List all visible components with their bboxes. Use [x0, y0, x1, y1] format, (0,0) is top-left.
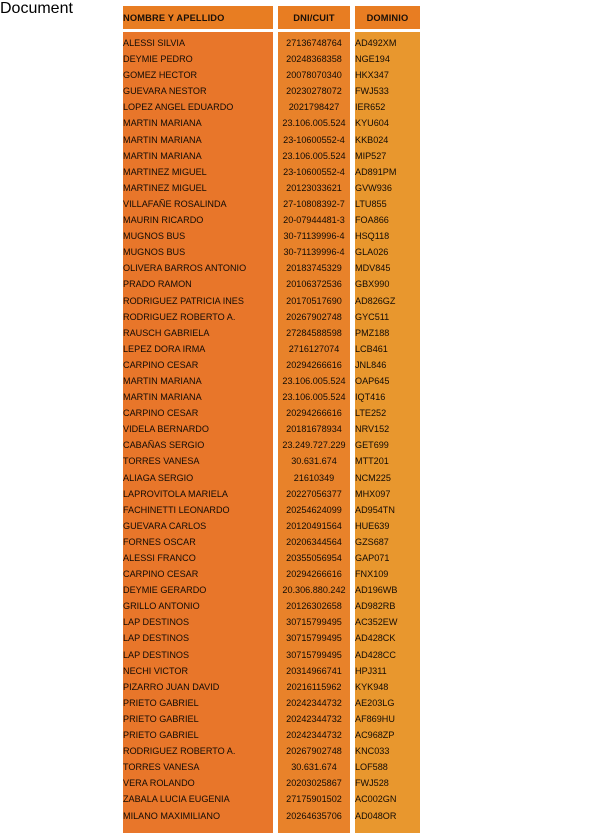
- cell-dni: 20216115962: [278, 679, 350, 695]
- cell-dni: 30715799495: [278, 614, 350, 630]
- cell-dni: 20294266616: [278, 357, 350, 373]
- cell-dominio: IER652: [355, 99, 420, 115]
- cell-nombre: RODRIGUEZ PATRICIA INES: [123, 293, 273, 309]
- table-row[interactable]: [123, 51, 420, 67]
- cell-dominio: MDV845: [355, 260, 420, 276]
- table-row[interactable]: [123, 180, 420, 196]
- cell-dominio: GVW936: [355, 180, 420, 196]
- cell-dominio: PMZ188: [355, 325, 420, 341]
- cell-nombre: ALESSI FRANCO: [123, 550, 273, 566]
- cell-nombre: PRIETO GABRIEL: [123, 695, 273, 711]
- cell-nombre: GUEVARA NESTOR: [123, 83, 273, 99]
- table-row[interactable]: [123, 759, 420, 775]
- cell-dominio: AD428CK: [355, 630, 420, 646]
- cell-dni: 20078070340: [278, 67, 350, 83]
- cell-dominio: KYU604: [355, 115, 420, 131]
- cell-dni: 30-71139996-4: [278, 244, 350, 260]
- table-row[interactable]: [123, 405, 420, 421]
- cell-dni: 20203025867: [278, 775, 350, 791]
- cell-nombre: RAUSCH GABRIELA: [123, 325, 273, 341]
- cell-dni: 23.106.005.524: [278, 373, 350, 389]
- cell-dominio: GYC511: [355, 309, 420, 325]
- cell-nombre: ALIAGA SERGIO: [123, 470, 273, 486]
- cell-dni: 2716127074: [278, 341, 350, 357]
- cell-nombre: MARTIN MARIANA: [123, 373, 273, 389]
- table-row[interactable]: [123, 647, 420, 663]
- table-padding-row-bottom: [123, 824, 420, 833]
- cell-dni: 20-07944481-3: [278, 212, 350, 228]
- table-row[interactable]: [123, 341, 420, 357]
- table-row[interactable]: [123, 453, 420, 469]
- cell-dominio: NRV152: [355, 421, 420, 437]
- table-row[interactable]: [123, 614, 420, 630]
- table-row[interactable]: [123, 775, 420, 791]
- cell-nombre: FORNES OSCAR: [123, 534, 273, 550]
- table-row[interactable]: [123, 293, 420, 309]
- padding-cell-dni: [278, 824, 350, 833]
- cell-dominio: GET699: [355, 437, 420, 453]
- cell-nombre: MARTIN MARIANA: [123, 132, 273, 148]
- cell-dominio: AE203LG: [355, 695, 420, 711]
- table-header: [123, 6, 420, 32]
- cell-dni: 20242344732: [278, 695, 350, 711]
- cell-nombre: MAURIN RICARDO: [123, 212, 273, 228]
- cell-dominio: MHX097: [355, 486, 420, 502]
- cell-dni: 23.249.727.229: [278, 437, 350, 453]
- cell-dominio: KKB024: [355, 132, 420, 148]
- cell-dominio: IQT416: [355, 389, 420, 405]
- cell-dni: 23.106.005.524: [278, 115, 350, 131]
- cell-dni: 20120491564: [278, 518, 350, 534]
- table-row[interactable]: [123, 437, 420, 453]
- cell-dni: 2021798427: [278, 99, 350, 115]
- table-row[interactable]: [123, 743, 420, 759]
- table-row[interactable]: [123, 309, 420, 325]
- cell-nombre: ALESSI SILVIA: [123, 35, 273, 51]
- cell-dni: 20294266616: [278, 566, 350, 582]
- table-row[interactable]: [123, 212, 420, 228]
- cell-dni: 30715799495: [278, 630, 350, 646]
- cell-dni: 20106372536: [278, 276, 350, 292]
- column-header-dni-cuit: DNI/CUIT: [278, 6, 350, 29]
- cell-dni: 30715799495: [278, 647, 350, 663]
- table-row[interactable]: [123, 35, 420, 51]
- cell-nombre: LOPEZ ANGEL EDUARDO: [123, 99, 273, 115]
- table-row[interactable]: [123, 679, 420, 695]
- padding-cell-nombre: [123, 824, 273, 833]
- cell-nombre: LAP DESTINOS: [123, 630, 273, 646]
- cell-dni: 20355056954: [278, 550, 350, 566]
- cell-nombre: MUGNOS BUS: [123, 228, 273, 244]
- cell-nombre: TORRES VANESA: [123, 453, 273, 469]
- cell-dominio: HUE639: [355, 518, 420, 534]
- cell-nombre: PRIETO GABRIEL: [123, 711, 273, 727]
- table-body: [123, 32, 420, 833]
- table-row[interactable]: [123, 115, 420, 131]
- cell-dominio: AD428CC: [355, 647, 420, 663]
- cell-nombre: CABAÑAS SERGIO: [123, 437, 273, 453]
- cell-nombre: LAPROVITOLA MARIELA: [123, 486, 273, 502]
- cell-dni: 30.631.674: [278, 759, 350, 775]
- cell-dominio: FNX109: [355, 566, 420, 582]
- cell-dni: 20242344732: [278, 727, 350, 743]
- cell-dni: 20123033621: [278, 180, 350, 196]
- table-row[interactable]: [123, 534, 420, 550]
- cell-dni: 30.631.674: [278, 453, 350, 469]
- cell-dni: 20254624099: [278, 502, 350, 518]
- cell-dni: 20126302658: [278, 598, 350, 614]
- cell-dominio: GZS687: [355, 534, 420, 550]
- column-header-nombre-y-apellido: NOMBRE Y APELLIDO: [123, 6, 273, 29]
- cell-dni: 27136748764: [278, 35, 350, 51]
- cell-dni: 20267902748: [278, 743, 350, 759]
- cell-nombre: OLIVERA BARROS ANTONIO: [123, 260, 273, 276]
- cell-dni: 20183745329: [278, 260, 350, 276]
- cell-nombre: PRADO RAMON: [123, 276, 273, 292]
- cell-nombre: DEYMIE GERARDO: [123, 582, 273, 598]
- cell-dominio: KNC033: [355, 743, 420, 759]
- cell-nombre: DEYMIE PEDRO: [123, 51, 273, 67]
- cell-dominio: GAP071: [355, 550, 420, 566]
- cell-nombre: GUEVARA CARLOS: [123, 518, 273, 534]
- table-row[interactable]: [123, 83, 420, 99]
- cell-dominio: AD048OR: [355, 808, 420, 824]
- cell-dominio: JNL846: [355, 357, 420, 373]
- cell-nombre: MARTIN MARIANA: [123, 389, 273, 405]
- cell-dni: 20.306.880.242: [278, 582, 350, 598]
- cell-nombre: TORRES VANESA: [123, 759, 273, 775]
- cell-dominio: AD891PM: [355, 164, 420, 180]
- column-header-dominio: DOMINIO: [355, 6, 420, 29]
- table-row[interactable]: [123, 276, 420, 292]
- cell-dni: 23-10600552-4: [278, 132, 350, 148]
- cell-dni: 20264635706: [278, 808, 350, 824]
- table-row[interactable]: [123, 791, 420, 807]
- cell-nombre: VIDELA BERNARDO: [123, 421, 273, 437]
- cell-dominio: HKX347: [355, 67, 420, 83]
- cell-nombre: ZABALA LUCIA EUGENIA: [123, 791, 273, 807]
- cell-nombre: FACHINETTI LEONARDO: [123, 502, 273, 518]
- cell-dni: 20267902748: [278, 309, 350, 325]
- cell-nombre: GOMEZ HECTOR: [123, 67, 273, 83]
- cell-dominio: FWJ528: [355, 775, 420, 791]
- table-row[interactable]: [123, 389, 420, 405]
- cell-dominio: GBX990: [355, 276, 420, 292]
- cell-dni: 20181678934: [278, 421, 350, 437]
- padding-cell-dominio: [355, 824, 420, 833]
- cell-nombre: MARTIN MARIANA: [123, 115, 273, 131]
- cell-dni: 27175901502: [278, 791, 350, 807]
- cell-nombre: GRILLO ANTONIO: [123, 598, 273, 614]
- cell-dominio: MIP527: [355, 148, 420, 164]
- table-row[interactable]: [123, 486, 420, 502]
- table-row[interactable]: [123, 711, 420, 727]
- cell-nombre: RODRIGUEZ ROBERTO A.: [123, 309, 273, 325]
- cell-dni: 20242344732: [278, 711, 350, 727]
- cell-dominio: NGE194: [355, 51, 420, 67]
- cell-dni: 20248368358: [278, 51, 350, 67]
- cell-nombre: VERA ROLANDO: [123, 775, 273, 791]
- table-row[interactable]: [123, 148, 420, 164]
- cell-dominio: LCB461: [355, 341, 420, 357]
- table-row[interactable]: [123, 470, 420, 486]
- table-row[interactable]: [123, 357, 420, 373]
- table-row[interactable]: [123, 550, 420, 566]
- cell-dominio: NCM225: [355, 470, 420, 486]
- cell-nombre: MUGNOS BUS: [123, 244, 273, 260]
- table-row[interactable]: [123, 695, 420, 711]
- table-row[interactable]: [123, 502, 420, 518]
- table-row[interactable]: [123, 727, 420, 743]
- cell-nombre: RODRIGUEZ ROBERTO A.: [123, 743, 273, 759]
- cell-dni: 23-10600552-4: [278, 164, 350, 180]
- table-row[interactable]: [123, 99, 420, 115]
- cell-nombre: LAP DESTINOS: [123, 614, 273, 630]
- cell-dominio: AC968ZP: [355, 727, 420, 743]
- table-row[interactable]: [123, 132, 420, 148]
- cell-dominio: FWJ533: [355, 83, 420, 99]
- cell-dominio: OAP645: [355, 373, 420, 389]
- cell-dni: 20314966741: [278, 663, 350, 679]
- cell-nombre: CARPINO CESAR: [123, 357, 273, 373]
- cell-nombre: VILLAFAÑE ROSALINDA: [123, 196, 273, 212]
- cell-dni: 20230278072: [278, 83, 350, 99]
- cell-dni: 20206344564: [278, 534, 350, 550]
- cell-dominio: KYK948: [355, 679, 420, 695]
- cell-nombre: MARTIN MARIANA: [123, 148, 273, 164]
- cell-nombre: LAP DESTINOS: [123, 647, 273, 663]
- table-row[interactable]: [123, 228, 420, 244]
- table-row[interactable]: [123, 808, 420, 824]
- cell-dominio: AC352EW: [355, 614, 420, 630]
- cell-dominio: AC002GN: [355, 791, 420, 807]
- table-row[interactable]: [123, 373, 420, 389]
- cell-dni: 23.106.005.524: [278, 148, 350, 164]
- cell-dominio: AD826GZ: [355, 293, 420, 309]
- table-row[interactable]: [123, 325, 420, 341]
- table-row[interactable]: [123, 582, 420, 598]
- cell-dni: 21610349: [278, 470, 350, 486]
- cell-nombre: LEPEZ DORA IRMA: [123, 341, 273, 357]
- table-header-row: [123, 6, 420, 29]
- table-row[interactable]: [123, 260, 420, 276]
- table-row[interactable]: [123, 244, 420, 260]
- cell-dominio: GLA026: [355, 244, 420, 260]
- cell-dominio: LTU855: [355, 196, 420, 212]
- table-row[interactable]: [123, 196, 420, 212]
- cell-dominio: HSQ118: [355, 228, 420, 244]
- cell-dominio: HPJ311: [355, 663, 420, 679]
- cell-dominio: AD196WB: [355, 582, 420, 598]
- table-row[interactable]: [123, 598, 420, 614]
- table-row[interactable]: [123, 67, 420, 83]
- cell-dni: 30-71139996-4: [278, 228, 350, 244]
- cell-nombre: MILANO MAXIMILIANO: [123, 808, 273, 824]
- table-row[interactable]: [123, 518, 420, 534]
- vehicle-registry-table-container: [118, 6, 420, 833]
- cell-dominio: AF869HU: [355, 711, 420, 727]
- cell-dominio: MTT201: [355, 453, 420, 469]
- table-row[interactable]: [123, 566, 420, 582]
- cell-dni: 20227056377: [278, 486, 350, 502]
- cell-nombre: CARPINO CESAR: [123, 566, 273, 582]
- cell-nombre: MARTINEZ MIGUEL: [123, 164, 273, 180]
- table-row[interactable]: [123, 421, 420, 437]
- cell-nombre: NECHI VICTOR: [123, 663, 273, 679]
- cell-dni: 20170517690: [278, 293, 350, 309]
- cell-nombre: MARTINEZ MIGUEL: [123, 180, 273, 196]
- vehicle-registry-table: [118, 6, 425, 833]
- cell-dni: 23.106.005.524: [278, 389, 350, 405]
- cell-dominio: LOF588: [355, 759, 420, 775]
- cell-nombre: CARPINO CESAR: [123, 405, 273, 421]
- cell-dni: 20294266616: [278, 405, 350, 421]
- table-row[interactable]: [123, 630, 420, 646]
- cell-dominio: AD492XM: [355, 35, 420, 51]
- cell-dominio: LTE252: [355, 405, 420, 421]
- cell-dominio: AD982RB: [355, 598, 420, 614]
- cell-nombre: PRIETO GABRIEL: [123, 727, 273, 743]
- cell-dni: 27284588598: [278, 325, 350, 341]
- cell-nombre: PIZARRO JUAN DAVID: [123, 679, 273, 695]
- cell-dominio: FOA866: [355, 212, 420, 228]
- cell-dni: 27-10808392-7: [278, 196, 350, 212]
- cell-dominio: AD954TN: [355, 502, 420, 518]
- table-row[interactable]: [123, 164, 420, 180]
- table-row[interactable]: [123, 663, 420, 679]
